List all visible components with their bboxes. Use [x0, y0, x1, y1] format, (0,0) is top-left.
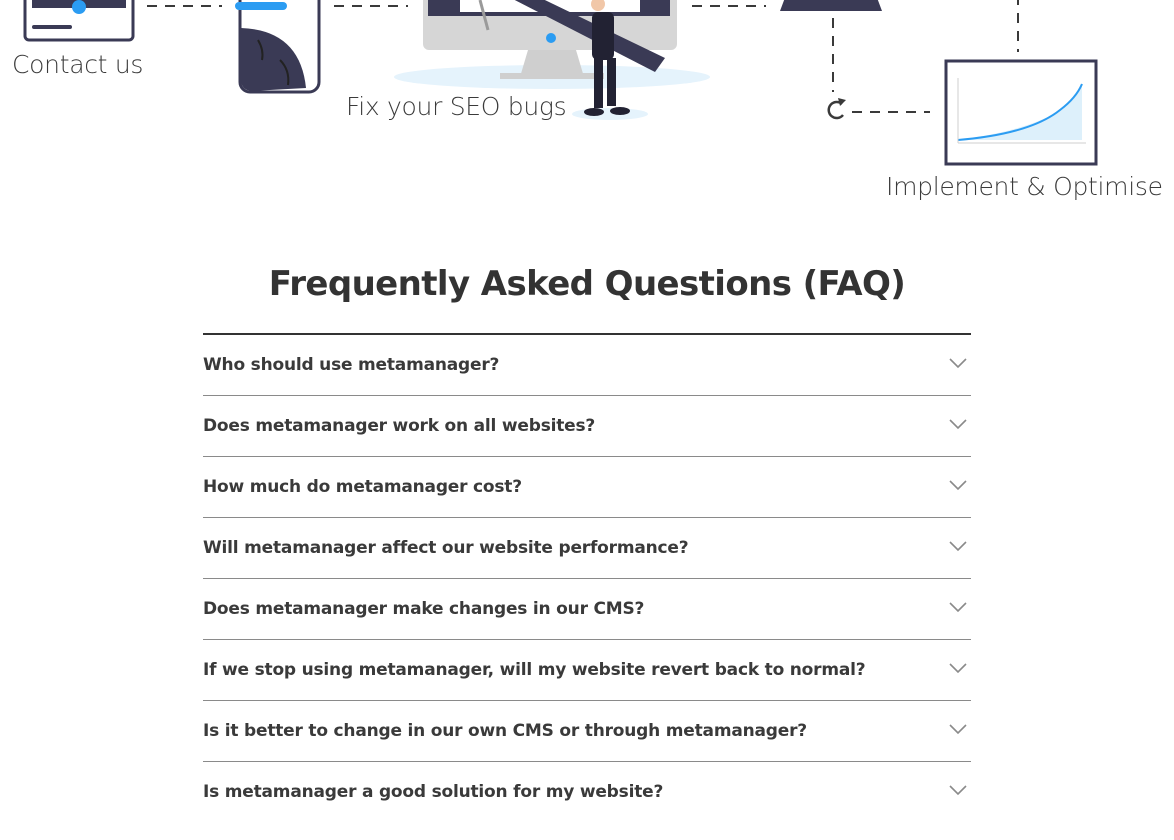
chevron-down-icon [949, 601, 967, 613]
refresh-icon [829, 98, 846, 118]
faq-item[interactable] [203, 701, 971, 762]
faq-question: Is metamanager a good solution for my website? [203, 782, 664, 802]
chevron-down-icon [949, 418, 967, 430]
chevron-down-icon [949, 784, 967, 796]
faq-question: If we stop using metamanager, will my website revert back to normal? [203, 660, 866, 680]
growth-chart-icon [946, 61, 1096, 164]
faq-item[interactable] [203, 457, 971, 518]
faq-accordion [203, 333, 971, 822]
contact-card-icon [25, 0, 133, 40]
faq-item[interactable] [203, 335, 971, 396]
chevron-down-icon [949, 479, 967, 491]
faq-item[interactable] [203, 579, 971, 640]
faq-title: Frequently Asked Questions (FAQ) [268, 264, 906, 304]
faq-question: Who should use metamanager? [203, 355, 500, 375]
chevron-down-icon [949, 662, 967, 674]
step-label-fix-seo: Fix your SEO bugs [346, 92, 567, 121]
faq-question: Will metamanager affect our website performance? [203, 538, 689, 558]
step-label-implement: Implement & Optimise [886, 172, 1163, 201]
process-illustration [0, 0, 1174, 230]
chevron-down-icon [949, 357, 967, 369]
faq-item[interactable] [203, 640, 971, 701]
phone-icon [235, 0, 319, 92]
faq-question: Does metamanager work on all websites? [203, 416, 596, 436]
faq-item[interactable] [203, 396, 971, 457]
step-label-contact: Contact us [12, 50, 144, 79]
faq-question: Does metamanager make changes in our CMS? [203, 599, 645, 619]
faq-item[interactable] [203, 762, 971, 822]
faq-question: How much do metamanager cost? [203, 477, 522, 497]
faq-question: Is it better to change in our own CMS or through metamanager? [203, 721, 807, 741]
chevron-down-icon [949, 723, 967, 735]
chevron-down-icon [949, 540, 967, 552]
faq-item[interactable] [203, 518, 971, 579]
